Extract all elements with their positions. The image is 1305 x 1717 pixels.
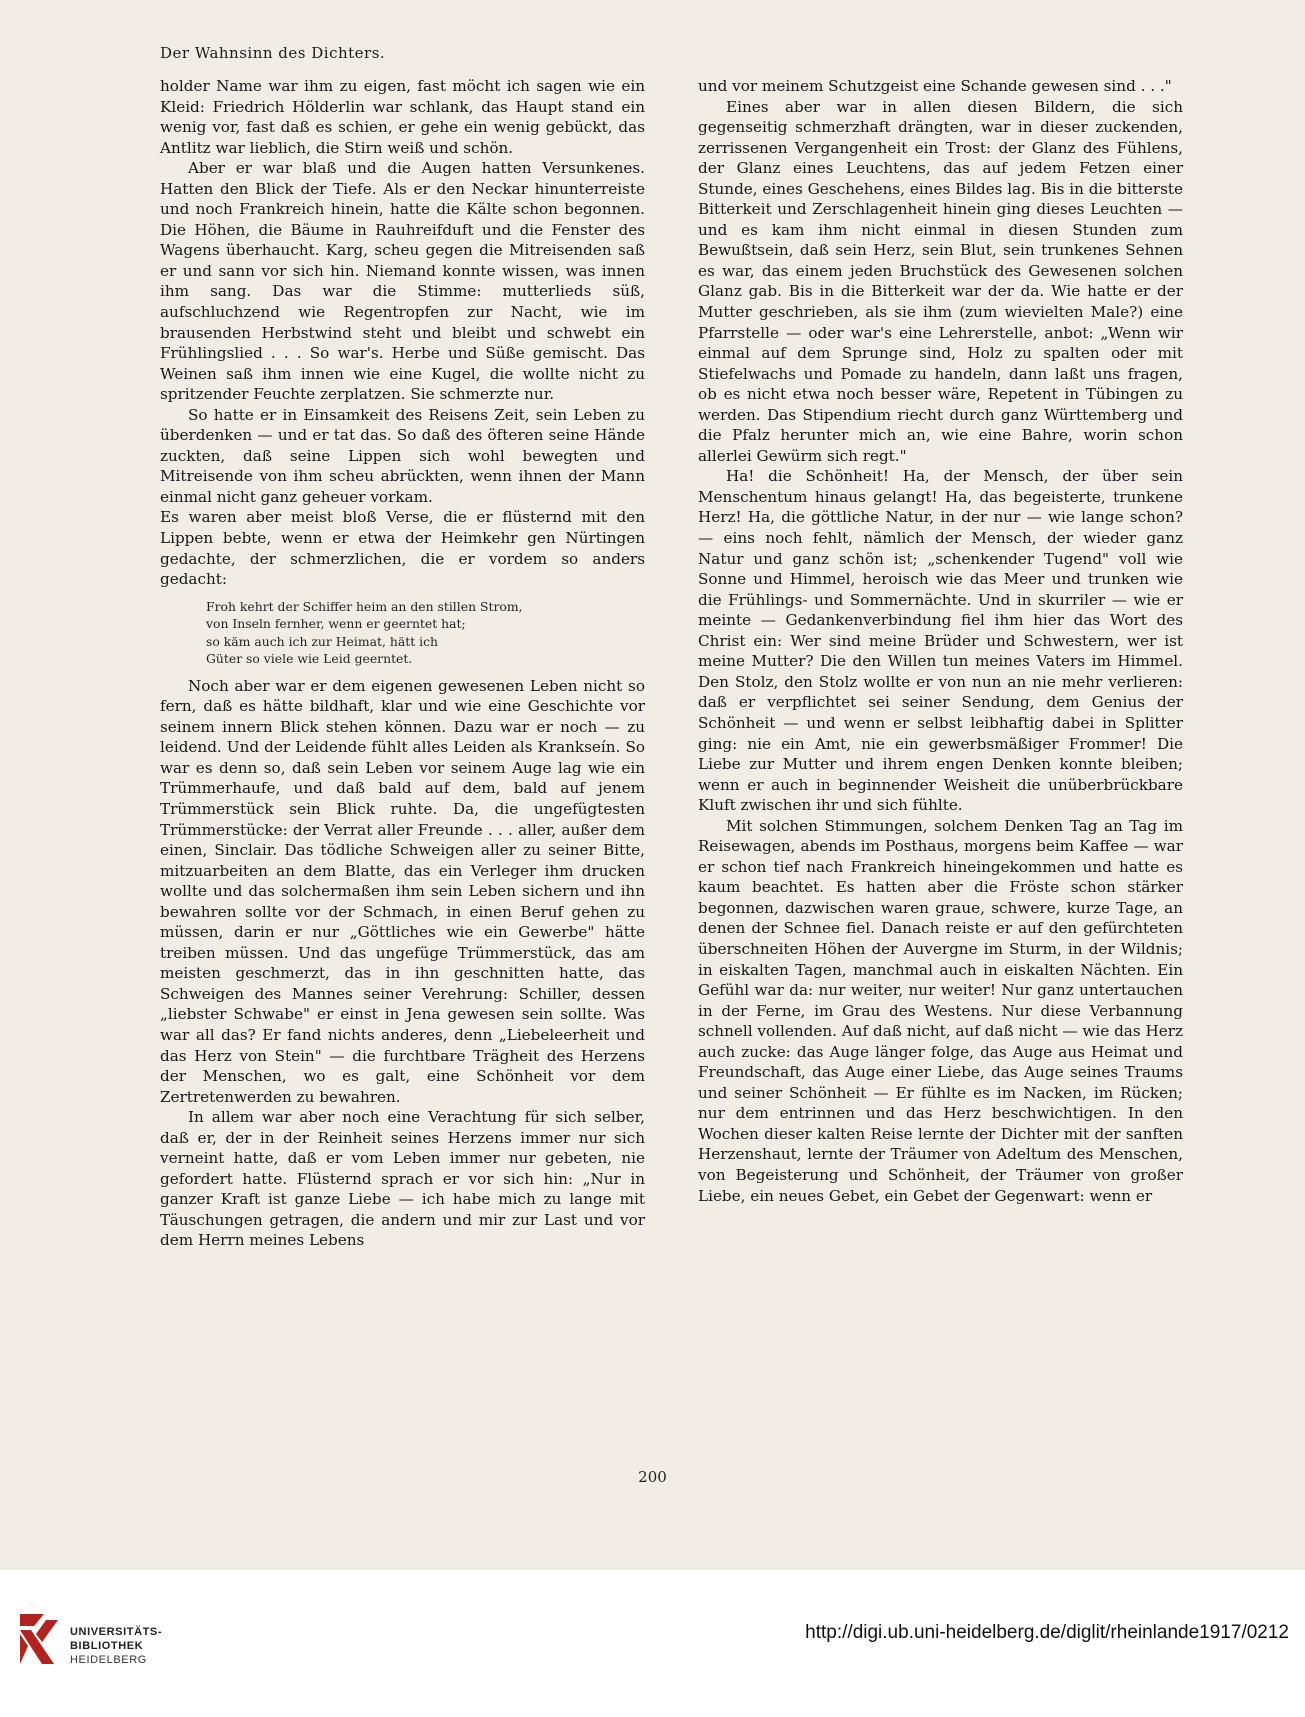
verse-quote xyxy=(206,598,645,668)
right-text-column xyxy=(698,76,1183,1206)
paragraph: In allem war aber noch eine Verachtung für sich selber, daß er, der in der Reinheit seines Herzens immer nur sich verneint hatte, daß er vom Leben immer nur gebeten, nie gefordert hatte. Flüsternd sprach er vor sich hin: „Nur in ganzer Kraft ist ganze Liebe — ich habe mich zu lange mit Täuschungen getragen, die andern und mir zur Last und vor dem Herrn meines Lebens xyxy=(160,1108,645,1250)
verse-line: so käm auch ich zur Heimat, hätt ich xyxy=(206,633,438,649)
paragraph: und vor meinem Schutzgeist eine Schande gewesen sind . . ." xyxy=(698,77,1172,95)
paragraph: So hatte er in Einsamkeit des Reisens Zeit, sein Leben zu überdenken — und er tat das. So daß des öfteren seine Hände zuckten, daß seine Lippen sich wohl bewegten und Mitreisende von ihm scheu abrückten, wenn ihnen der Mann einmal nicht ganz geheuer vorkam. xyxy=(160,405,645,506)
page-number: 200 xyxy=(638,1468,667,1486)
verse-line: von Inseln fernher, wenn er geerntet hat; xyxy=(206,616,466,632)
paragraph: Aber er war blaß und die Augen hatten Versunkenes. Hatten den Blick der Tiefe. Als er den Neckar hinunterreiste und noch Frankreich hinein, hatte die Kälte schon begonnen. Die Höhen, die Bäume in Rauhreifduft und die Fenster des Wagens überhaucht. Karg, scheu gegen die Mitreisenden saß er und sann vor sich hin. Niemand konnte wissen, was innen ihm sang. Das war die Stimme: mutterlieds süß, aufschluchzend wie Regentropfen zur Nacht, wie im brausenden Herbstwind steht und bleibt und schwebt ein Frühlingslied . . . So war's. Herbe und Süße gemischt. Das Weinen saß ihm innen wie eine Kugel, die wollte nicht zu spritzender Feuchte zerplatzen. Sie schmerzte nur. xyxy=(160,159,645,404)
running-head: Der Wahnsinn des Dichters. xyxy=(160,44,386,62)
paragraph: Eines aber war in allen diesen Bildern, die sich gegenseitig schmerzhaft drängten, war in dieser zuckenden, zerrissenen Vergangenheit ein Trost: der Glanz des Fühlens, der Glanz eines Leuchtens, das auf jedem Fetzen einer Stunde, eines Geschehens, eines Bildes lag. Bis in die bitterste Bitterkeit und Zerschlagenheit hinein ging dieses Leuchten — und es kam ihm nicht einmal in diesen Stunden zum Bewußtsein, daß sein Herz, sein Blut, sein trunkenes Sehnen es war, das einem jeden Bruchstück des Gewesenen solchen Glanz gab. Bis in die Bitterkeit war der da. Wie hatte er der Mutter geschrieben, als sie ihm (zum wievielten Male?) eine Pfarrstelle — oder war's eine Lehrerstelle, anbot: „Wenn wir einmal auf dem Sprunge sind, Holz zu spalten oder mit Stiefelwachs und Pomade zu handeln, dann laßt uns fragen, ob es nicht etwa noch besser wäre, Repetent in Tübingen zu werden. Das Stipendium riecht durch ganz Württemberg und die Pfalz herunter mich an, wie eine Bahre, worin schon allerlei Gewürm sich regt." xyxy=(698,97,1184,465)
paragraph: Es waren aber meist bloß Verse, die er flüsternd mit den Lippen bebte, wenn er etwa der Heimkehr gen Nürtingen gedachte, der schmerzlichen, die er vordem so anders gedacht: xyxy=(160,508,645,589)
verse-line: Güter so viele wie Leid geerntet. xyxy=(206,651,413,667)
logo-line: UNIVERSITÄTS- xyxy=(70,1626,163,1638)
library-logo-text xyxy=(70,1625,162,1667)
paragraph: Noch aber war er dem eigenen gewesenen Leben nicht so fern, daß es hätte bildhaft, klar und wie eine Geschichte vor seinem innern Blick stehen können. Dazu war er noch — zu leidend. Und der Leidende fühlt alles Leiden als Krankseín. So war es denn so, daß sein Leben vor seinem Auge lag wie ein Trümmerhaufe, und daß bald auf dem, bald auf jenem Trümmerstück sein Blick ruhte. Da, die ungefügtesten Trümmerstücke: der Verrat aller Freunde . . . aller, außer dem einen, Sinclair. Das tödliche Schweigen aller zu seiner Bitte, mitzuarbeiten an dem Blatte, das ein Verleger ihm drucken wollte und das solchermaßen ihm sein Leben sichern und ihn bewahren sollte vor der Schmach, in einen Beruf gehen zu müssen, darin er nur „Göttliches wie ein Gewerbe" hätte treiben müssen. Und das ungefüge Trümmerstück, das am meisten geschmerzt, das in ihn geschnitten hatte, das Schweigen des Mannes seiner Verehrung: Schiller, dessen „liebster Schwabe" er einst in Jena gewesen sein sollte. Was war all das? Er fand nichts anderes, denn „Liebeleerheit und das Herz von Stein" — die furchtbare Trägheit des Herzens der Menschen, wo es galt, eine Schönheit vor dem Zertretenwerden zu bewahren. xyxy=(160,676,645,1106)
paragraph: holder Name war ihm zu eigen, fast möcht ich sagen wie ein Kleid: Friedrich Hölderlin war schlank, das Haupt stand ein wenig vor, fast daß es schien, er gehe ein wenig gebückt, das Antlitz war lieblich, die Stirn weiß und schön. xyxy=(160,77,645,157)
logo-line: BIBLIOTHEK xyxy=(70,1640,144,1652)
left-text-column xyxy=(160,76,645,1251)
paragraph: Mit solchen Stimmungen, solchem Denken Tag an Tag im Reisewagen, abends im Posthaus, morgens beim Kaffee — war er schon tief nach Frankreich hineingekommen und hatte es kaum beachtet. Es hatten aber die Fröste schon stärker begonnen, dazwischen waren graue, schwere, kurze Tage, an denen der Schnee fiel. Danach reiste er auf den gefürchteten überschneiten Höhen der Auvergne im Sturm, in der Wildnis; in eiskalten Tagen, manchmal auch in eiskalten Nächten. Ein Gefühl war da: nur weiter, nur weiter! Nur ganz untertauchen in der Ferne, im Grau des Westens. Nur diese Verbannung schnell vollenden. Auf daß nicht, auf daß nicht — wie das Herz auch zucke: das Auge länger folge, das Auge aus Heimat und Freundschaft, das Auge einer Liebe, das Auge seines Traums und seiner Schönheit — Er fühlte es im Nacken, im Rücken; nur dem entrinnen und das Herz beschwichtigen. In den Wochen dieser kalten Reise lernte der Dichter mit der sanften Herzenshaut, lernte der Träumer von Adeltum des Menschen, von Begeisterung und Schönheit, der Träumer von großer Liebe, ein neues Gebet, ein Gebet der Gegenwart: wenn er xyxy=(698,816,1183,1205)
logo-line: HEIDELBERG xyxy=(70,1654,147,1666)
verse-line: Froh kehrt der Schiffer heim an den stillen Strom, xyxy=(206,598,523,614)
footer-bar xyxy=(0,1570,1305,1717)
library-logo-icon xyxy=(14,1610,64,1670)
source-url-link[interactable]: http://digi.ub.uni-heidelberg.de/diglit/rheinlande1917/0212 xyxy=(805,1622,1289,1643)
paragraph: Ha! die Schönheit! Ha, der Mensch, der über sein Menschentum hinaus gelangt! Ha, das begeisterte, trunkene Herz! Ha, die göttliche Natur, in der nur — wie lange schon? — eins noch fehlt, nämlich der Mensch, der wieder ganz Natur und ganz schön ist; „schenkender Tugend" voll wie Sonne und Himmel, heroisch wie das Meer und trunken wie die Frühlings- und Sommernächte. Und in skurriler — wie er meinte — Gedankenverbindung fiel ihm hier das Wort des Christ ein: Wer sind meine Brüder und Schwestern, wer ist meine Mutter? Die den Willen tun meines Vaters im Himmel. Den Stolz, den Stolz wollte er von nun an nie mehr verlieren: daß er verpflichtet sei seiner Sendung, dem Genius der Schönheit — und wenn er selbst leibhaftig dabei in Splitter ging: nie ein Amt, nie ein gewerbsmäßiger Frommer! Die Liebe zur Mutter und ihrem engen Denken konnte bleiben; wenn er auch in beginnender Weisheit die unüberbrückbare Kluft zwischen ihr und sich fühlte. xyxy=(698,467,1183,815)
